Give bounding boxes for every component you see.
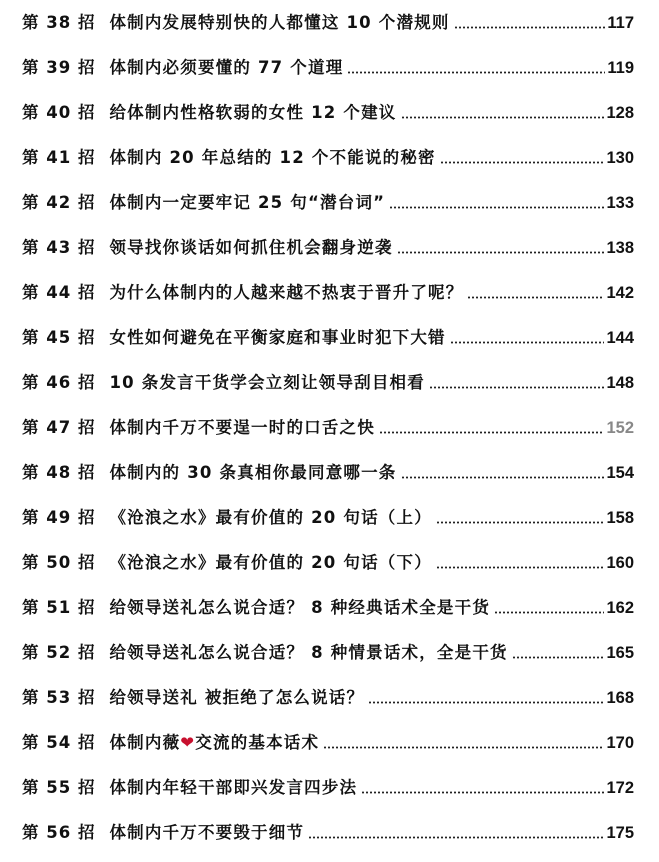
dot-leader [389,206,604,209]
entry-title: 《沧浪之水》最有价值的 20 句话（上） [109,508,432,527]
dot-leader [368,701,604,704]
dot-leader [467,296,604,299]
entry-title: 《沧浪之水》最有价值的 20 句话（下） [109,553,432,572]
entry-number: 第 49 招 [22,508,96,527]
toc-entry[interactable] [22,184,634,214]
entry-title: 体制内发展特别快的人都懂这 10 个潜规则 [109,13,450,32]
entry-title: 女性如何避免在平衡家庭和事业时犯下大错 [109,328,446,347]
dot-leader [436,566,605,569]
entry-page-number: 170 [606,734,634,752]
entry-number: 第 54 招 [22,733,96,752]
dot-leader [401,116,605,119]
toc-entry[interactable] [22,634,634,664]
entry-page-number: 168 [606,689,634,707]
toc-entry[interactable] [22,229,634,259]
entry-number: 第 53 招 [22,688,96,707]
entry-page-number: 152 [606,419,634,437]
entry-number: 第 42 招 [22,193,96,212]
entry-number: 第 51 招 [22,598,96,617]
dot-leader [512,656,605,659]
toc-entry[interactable] [22,814,634,844]
entry-number: 第 45 招 [22,328,96,347]
toc-entry[interactable] [22,679,634,709]
dot-leader [436,521,605,524]
dot-leader [397,251,605,254]
toc-entry[interactable] [22,409,634,439]
entry-number: 第 46 招 [22,373,96,392]
entry-number: 第 39 招 [22,58,96,77]
dot-leader [361,791,604,794]
entry-title: 给体制内性格软弱的女性 12 个建议 [109,103,397,122]
toc-entry[interactable] [22,724,634,754]
entry-title: 为什么体制内的人越来越不热衷于晋升了呢？ [109,283,464,302]
entry-number: 第 48 招 [22,463,96,482]
entry-page-number: 128 [606,104,634,122]
toc-entry[interactable] [22,454,634,484]
entry-title: 体制内千万不要逞一时的口舌之快 [109,418,375,437]
entry-title [109,732,319,754]
toc-entry[interactable] [22,94,634,124]
toc-entry[interactable] [22,139,634,169]
entry-page-number: 148 [606,374,634,392]
dot-leader [494,611,604,614]
entry-title-part: 薇 [162,733,181,752]
dot-leader [454,26,606,29]
entry-number: 第 55 招 [22,778,96,797]
toc-entry[interactable] [22,49,634,79]
entry-number: 第 52 招 [22,643,96,662]
entry-number: 第 38 招 [22,13,96,32]
entry-page-number: 175 [606,824,634,842]
entry-title: 领导找你谈话如何抓住机会翻身逆袭 [109,238,393,257]
entry-number: 第 50 招 [22,553,96,572]
entry-page-number: 154 [606,464,634,482]
toc-entry[interactable] [22,319,634,349]
entry-number: 第 44 招 [22,283,96,302]
dot-leader [450,341,605,344]
dot-leader [323,746,604,749]
entry-title: 10 条发言干货学会立刻让领导刮目相看 [109,373,425,392]
entry-page-number: 172 [606,779,634,797]
entry-title: 体制内必须要懂的 77 个道理 [109,58,344,77]
toc-entry[interactable] [22,544,634,574]
entry-title: 给领导送礼 被拒绝了怎么说话？ [109,688,365,707]
entry-page-number: 133 [606,194,634,212]
toc-entry[interactable] [22,589,634,619]
dot-leader [347,71,605,74]
heart-icon: ❤ [180,733,196,752]
dot-leader [429,386,605,389]
entry-number: 第 56 招 [22,823,96,842]
toc-entry[interactable] [22,499,634,529]
entry-number: 第 41 招 [22,148,96,167]
entry-page-number: 119 [607,59,634,77]
dot-leader [379,431,605,434]
entry-title: 给领导送礼怎么说合适？ 8 种经典话术全是干货 [109,598,491,617]
dot-leader [440,161,605,164]
dot-leader [308,836,604,839]
entry-page-number: 158 [606,509,634,527]
entry-title: 体制内 20 年总结的 12 个不能说的秘密 [109,148,436,167]
entry-page-number: 160 [606,554,634,572]
dot-leader [401,476,605,479]
toc-entry[interactable] [22,274,634,304]
entry-number: 第 40 招 [22,103,96,122]
toc-entry[interactable] [22,769,634,799]
entry-number: 第 43 招 [22,238,96,257]
entry-title: 体制内年轻干部即兴发言四步法 [109,778,358,797]
toc-entry[interactable] [22,364,634,394]
entry-title: 体制内的 30 条真相你最同意哪一条 [109,463,397,482]
entry-page-number: 117 [607,14,634,32]
entry-number: 第 47 招 [22,418,96,437]
entry-page-number: 165 [606,644,634,662]
entry-title-part: 体制内 [109,733,163,752]
entry-title-part: 交流的基本话术 [195,733,320,752]
toc-entry[interactable] [22,4,634,34]
entry-title: 体制内千万不要毁于细节 [109,823,305,842]
entry-page-number: 162 [606,599,634,617]
entry-page-number: 130 [606,149,634,167]
entry-page-number: 144 [606,329,634,347]
entry-page-number: 138 [606,239,634,257]
entry-title: 体制内一定要牢记 25 句“潜台词” [109,193,386,212]
entry-title: 给领导送礼怎么说合适？ 8 种情景话术，全是干货 [109,643,508,662]
entry-page-number: 142 [606,284,634,302]
